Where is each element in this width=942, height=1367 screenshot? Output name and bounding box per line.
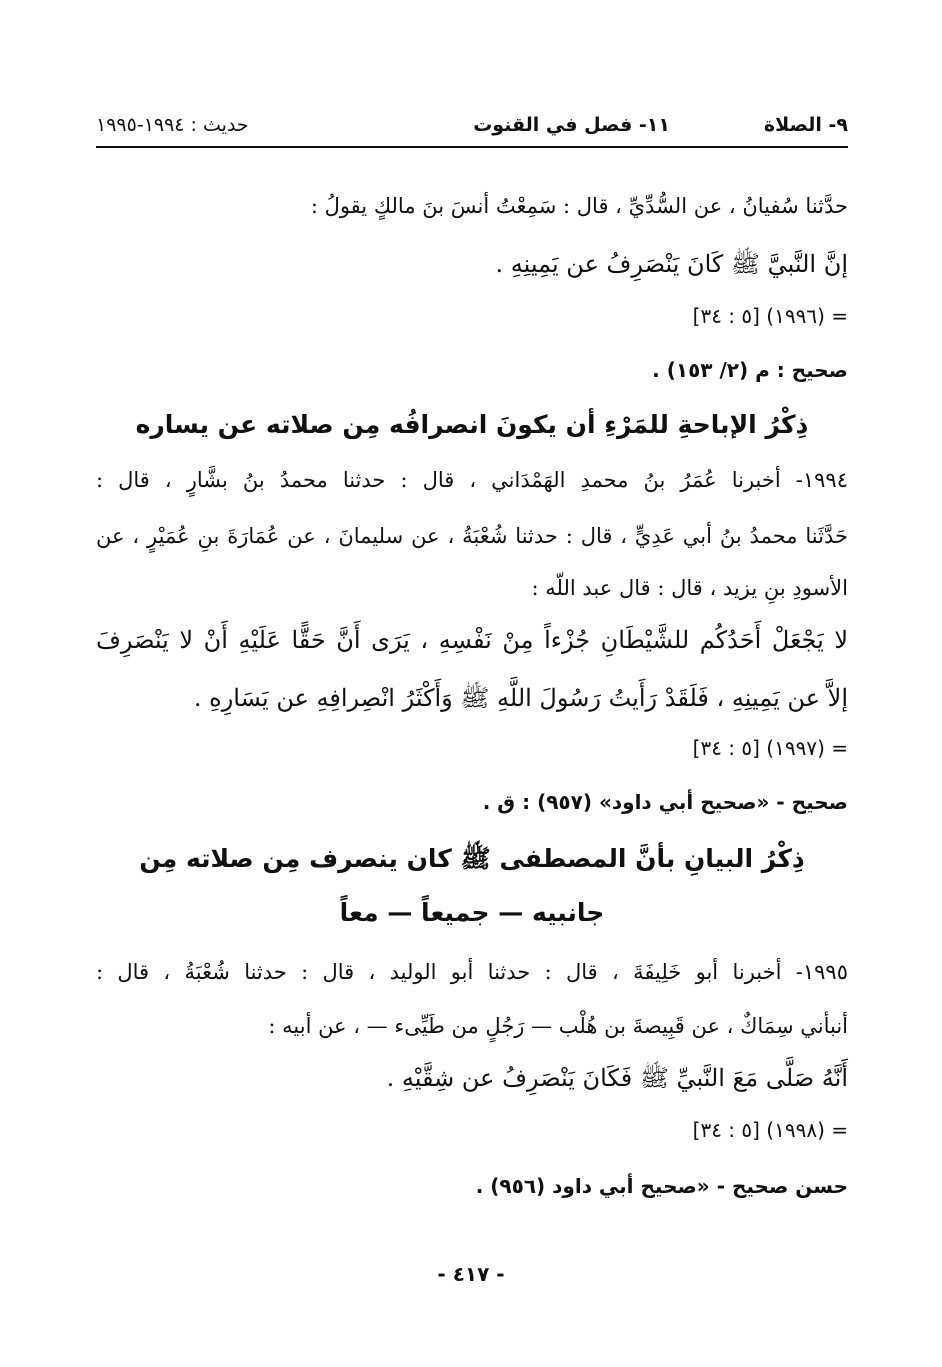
grading-note: حسن صحيح - «صحيح أبي داود (٩٥٦) . <box>475 1174 848 1198</box>
matn-line: لا يَجْعَلْ أَحَدُكُم للشَّيْطَانِ جُزْءاً مِنْ نَفْسِهِ ، يَرَى أَنَّ حَقًّا عَلَيْهِ أَنْ لا يَنْصَرِفَ <box>96 626 848 654</box>
header-section: ١١- فصل في القنوت <box>473 114 670 136</box>
header-chapter: ٩- الصلاة <box>763 114 848 136</box>
grading-note: صحيح - «صحيح أبي داود» (٩٥٧) : ق . <box>482 790 848 814</box>
isnad-line: الأسودِ بنِ يزيد ، قال : قال عبد اللّه : <box>531 576 848 600</box>
isnad-line: ١٩٩٤- أخبرنا عُمَرُ بنُ محمدِ الهَمْدَاني ، قال : حدثنا محمدُ بنُ بشَّارٍ ، قال : <box>96 468 848 492</box>
chapter-heading-continued: جانبيه — جميعاً — معاً <box>339 898 605 927</box>
chapter-heading: ذِكْرُ الإباحةِ للمَرْءِ أن يكونَ انصرافُه مِن صلاته عن يساره <box>135 410 809 439</box>
cross-reference: = (١٩٩٧) [٥ : ٣٤] <box>692 736 848 760</box>
matn-line: إلاَّ عن يَمِينِهِ ، فَلَقَدْ رَأَيتُ رَسُولَ اللَّهِ ﷺ وَأَكْثَرُ انْصِرافِهِ عن يَسَارِهِ . <box>193 684 848 712</box>
matn-line: إنَّ النَّبيَّ ﷺ كَانَ يَنْصَرِفُ عن يَمِينِهِ . <box>495 250 848 278</box>
isnad-line: ١٩٩٥- أخبرنا أبو خَلِيفَةَ ، قال : حدثنا أبو الوليد ، قال : حدثنا شُعْبَةُ ، قال : <box>96 960 848 984</box>
header-divider <box>96 146 848 148</box>
chapter-heading: ذِكْرُ البيانِ بأنَّ المصطفى ﷺ كان ينصرف مِن صلاته مِن <box>139 844 805 873</box>
cross-reference: = (١٩٩٦) [٥ : ٣٤] <box>692 304 848 328</box>
isnad-line: أنبأني سِمَاكٌ ، عن قَبِيصةَ بن هُلْب — رَجُلٍ من طَيِّىء — ، عن أبيه : <box>268 1014 848 1038</box>
isnad-line: حَدَّثَنا محمدُ بنُ أبي عَدِيٍّ ، قال : حدثنا شُعْبَةُ ، عن سليمانَ ، عن عُمَارَةَ بنِ عُمَيْرٍ ، عن <box>96 524 848 548</box>
header-hadith-range: حديث : ١٩٩٤-١٩٩٥ <box>96 114 249 136</box>
running-header <box>96 108 848 140</box>
cross-reference: = (١٩٩٨) [٥ : ٣٤] <box>692 1118 848 1142</box>
page-number: - ٤١٧ - <box>437 1262 505 1286</box>
matn-line: أَنَّهُ صَلَّى مَعَ النَّبيِّ ﷺ فَكَانَ يَنْصَرِفُ عن شِقَّيْهِ . <box>386 1064 848 1092</box>
isnad-line: حدَّثنا سُفيانُ ، عن السُّدِّيِّ ، قال : سَمِعْتُ أنسَ بنَ مالكٍ يقولُ : <box>310 194 848 218</box>
grading-note: صحيح : م (٢/ ١٥٣) . <box>652 358 848 382</box>
